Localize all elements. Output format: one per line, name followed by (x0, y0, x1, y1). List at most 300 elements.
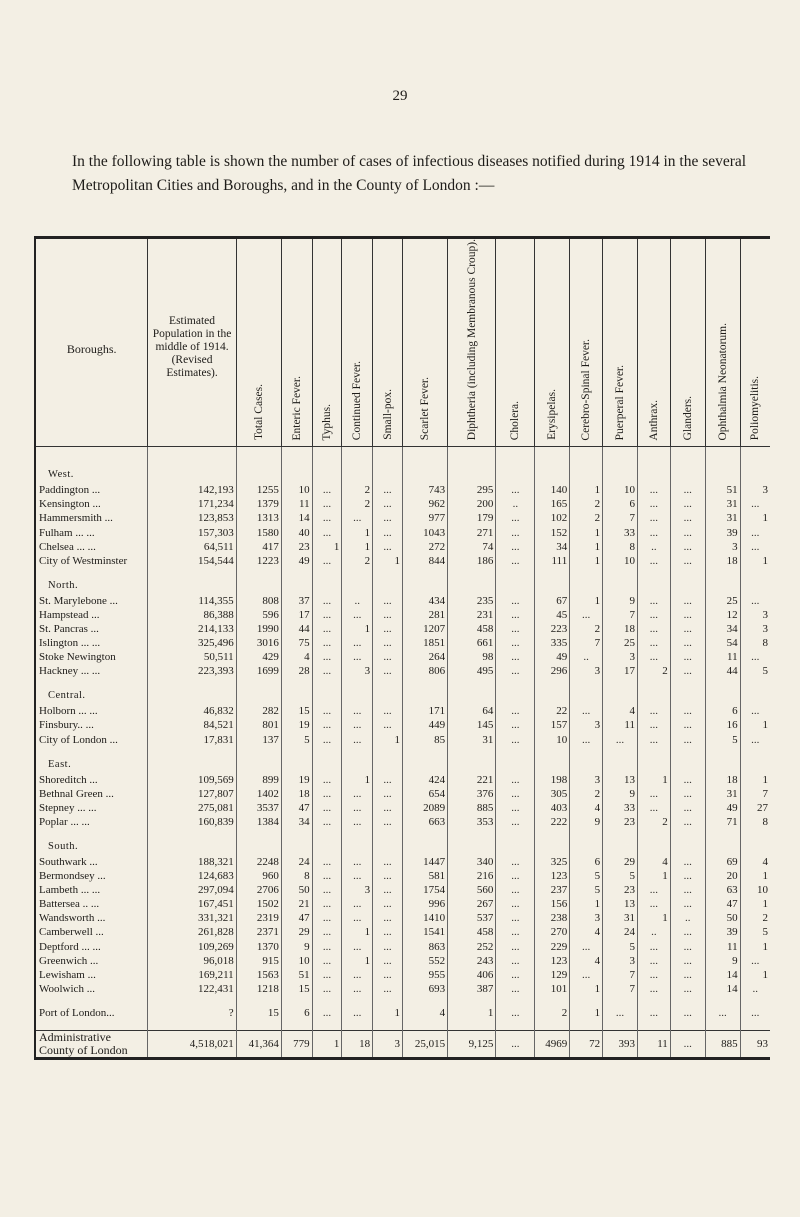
cell-value: 7 (603, 608, 638, 622)
cell-value: ... (312, 940, 342, 954)
cell-value: ... (342, 815, 373, 829)
cell-value: 844 (402, 554, 447, 568)
table-body (35, 447, 770, 1060)
cell-value: 4 (570, 954, 603, 968)
borough-name: Finsbury.. ... (35, 718, 148, 732)
cell-value: 1384 (236, 815, 281, 829)
cell-value: ... (312, 954, 342, 968)
column-header: Scarlet Fever. (402, 238, 447, 447)
cell-value: 743 (402, 483, 447, 497)
cell-value (312, 578, 342, 594)
cell-value: ... (670, 608, 705, 622)
cell-value (448, 747, 496, 757)
cell-value (312, 839, 342, 855)
cell-value: 1 (740, 940, 770, 954)
cell-value (740, 829, 770, 839)
cell-value (496, 757, 535, 773)
cell-value (496, 467, 535, 483)
borough-name: Bethnal Green ... (35, 787, 148, 801)
cell-value: ... (670, 526, 705, 540)
table-row (35, 855, 770, 869)
cell-value: 406 (448, 968, 496, 982)
page-number: 29 (392, 88, 408, 104)
cell-value: 7 (740, 787, 770, 801)
cell-value: ... (705, 1006, 740, 1020)
cell-value: ... (670, 954, 705, 968)
cell-value (148, 568, 236, 578)
cell-value: ... (312, 483, 342, 497)
cell-value (373, 747, 403, 757)
cell-value: ... (312, 1006, 342, 1020)
cell-value: 417 (236, 540, 281, 554)
table-row (35, 869, 770, 883)
cell-value: ... (373, 911, 403, 925)
cell-value: 8 (603, 540, 638, 554)
cell-value: 1 (570, 1006, 603, 1020)
cell-value: ... (496, 855, 535, 869)
cell-value: 4 (570, 801, 603, 815)
cell-value (705, 467, 740, 483)
cell-value: 31 (603, 911, 638, 925)
borough-name: Poplar ... ... (35, 815, 148, 829)
cell-value: ... (670, 869, 705, 883)
cell-value: 3 (342, 883, 373, 897)
cell-value (705, 1020, 740, 1031)
table-row (35, 925, 770, 939)
cell-value: 9 (570, 815, 603, 829)
column-header: Total Cases. (236, 238, 281, 447)
cell-value: 16 (705, 718, 740, 732)
cell-value: 223 (535, 622, 570, 636)
cell-value (281, 568, 312, 578)
cell-value: ... (670, 968, 705, 982)
cell-value: ... (496, 650, 535, 664)
cell-value (496, 568, 535, 578)
cell-value: 1223 (236, 554, 281, 568)
cell-value: 157 (535, 718, 570, 732)
cell-value: 12 (705, 608, 740, 622)
cell-value: ... (670, 622, 705, 636)
cell-value (402, 839, 447, 855)
cell-value: 46,832 (148, 704, 236, 718)
cell-value: ... (312, 497, 342, 511)
cell-value: ... (670, 815, 705, 829)
cell-value (281, 467, 312, 483)
cell-value: ... (637, 968, 670, 982)
cell-value: 537 (448, 911, 496, 925)
cell-value (148, 757, 236, 773)
cell-value (148, 467, 236, 483)
cell-value: 1 (570, 897, 603, 911)
cell-value: ... (496, 1031, 535, 1059)
cell-value: 24 (603, 925, 638, 939)
cell-value (670, 829, 705, 839)
cell-value: 5 (570, 869, 603, 883)
cell-value: 458 (448, 925, 496, 939)
cell-value: 1 (570, 540, 603, 554)
table-row (35, 540, 770, 554)
cell-value: 2 (535, 1006, 570, 1020)
cell-value (312, 457, 342, 467)
table-row (35, 787, 770, 801)
cell-value: 1 (740, 718, 770, 732)
cell-value: ... (637, 636, 670, 650)
cell-value: ... (342, 636, 373, 650)
cell-value (637, 447, 670, 458)
cell-value: ... (496, 1006, 535, 1020)
cell-value: 13 (603, 773, 638, 787)
cell-value: 1 (342, 954, 373, 968)
cell-value: ... (496, 773, 535, 787)
cell-value: ... (496, 954, 535, 968)
cell-value: 72 (570, 1031, 603, 1059)
cell-value (535, 457, 570, 467)
cell-value (402, 829, 447, 839)
cell-value: 31 (705, 511, 740, 525)
cell-value: 271 (448, 526, 496, 540)
cell-value (637, 688, 670, 704)
table-row (35, 897, 770, 911)
cell-value: 8 (281, 869, 312, 883)
cell-value (705, 688, 740, 704)
cell-value: 200 (448, 497, 496, 511)
cell-value (312, 747, 342, 757)
cell-value: 10 (281, 954, 312, 968)
cell-value: 188,321 (148, 855, 236, 869)
spacer-row (35, 678, 770, 688)
cell-value (402, 1020, 447, 1031)
borough-name: St. Pancras ... (35, 622, 148, 636)
cell-value: 1 (740, 511, 770, 525)
cell-value (496, 1059, 535, 1061)
spacer-row (35, 457, 770, 467)
cell-value (281, 457, 312, 467)
section-heading (35, 578, 770, 594)
cell-value: 1 (740, 897, 770, 911)
cell-value: ... (496, 636, 535, 650)
cell-value: 114,355 (148, 594, 236, 608)
cell-value (448, 467, 496, 483)
cell-value: 1 (373, 733, 403, 747)
cell-value: ... (496, 718, 535, 732)
cell-value (281, 747, 312, 757)
cell-value: ... (670, 497, 705, 511)
cell-value: 885 (705, 1031, 740, 1059)
cell-value (570, 1020, 603, 1031)
cell-value: 33 (603, 801, 638, 815)
cell-value: 160,839 (148, 815, 236, 829)
cell-value: 808 (236, 594, 281, 608)
cell-value (496, 1020, 535, 1031)
borough-name: Port of London... (35, 1006, 148, 1020)
cell-value (740, 678, 770, 688)
cell-value: ... (570, 940, 603, 954)
cell-value: 977 (402, 511, 447, 525)
cell-value: ... (373, 540, 403, 554)
cell-value: 40 (281, 526, 312, 540)
cell-value (373, 447, 403, 458)
cell-value: 96,018 (148, 954, 236, 968)
cell-value: 243 (448, 954, 496, 968)
cell-value: ... (637, 511, 670, 525)
cell-value: ... (373, 526, 403, 540)
cell-value: 20 (705, 869, 740, 883)
cell-value: ... (312, 594, 342, 608)
cell-value: 9 (281, 940, 312, 954)
cell-value: 282 (236, 704, 281, 718)
cell-value (535, 829, 570, 839)
spacer-row (35, 568, 770, 578)
cell-value (637, 1059, 670, 1061)
cell-value: 340 (448, 855, 496, 869)
cell-value (740, 688, 770, 704)
cell-value: 51 (705, 483, 740, 497)
section-heading (35, 839, 770, 855)
cell-value: ... (373, 704, 403, 718)
cell-value (402, 757, 447, 773)
cell-value: 25 (603, 636, 638, 650)
cell-value: ... (373, 897, 403, 911)
cell-value: ... (496, 540, 535, 554)
cell-value (448, 1059, 496, 1061)
cell-value: 157,303 (148, 526, 236, 540)
cell-value: 449 (402, 718, 447, 732)
cell-value: 11 (603, 718, 638, 732)
cell-value: ... (637, 954, 670, 968)
cell-value: 1447 (402, 855, 447, 869)
closing-rule (35, 1059, 770, 1061)
cell-value: ... (570, 968, 603, 982)
cell-value: 6 (570, 855, 603, 869)
cell-value: 186 (448, 554, 496, 568)
cell-value: ... (312, 511, 342, 525)
cell-value: ... (373, 483, 403, 497)
borough-name: St. Marylebone ... (35, 594, 148, 608)
cell-value: 37 (281, 594, 312, 608)
borough-name: Holborn ... ... (35, 704, 148, 718)
cell-value: 49 (705, 801, 740, 815)
cell-value: 167,451 (148, 897, 236, 911)
cell-value: 3 (570, 664, 603, 678)
cell-value: ... (373, 925, 403, 939)
cell-value: 6 (281, 1006, 312, 1020)
cell-value (373, 1020, 403, 1031)
cell-value: ... (570, 704, 603, 718)
cell-value: 458 (448, 622, 496, 636)
cell-value: 27 (740, 801, 770, 815)
cell-value: 18 (705, 554, 740, 568)
cell-value: 5 (281, 733, 312, 747)
cell-value: ... (603, 733, 638, 747)
cell-value (402, 578, 447, 594)
cell-value: 1 (740, 968, 770, 982)
cell-value: 296 (535, 664, 570, 678)
cell-value: ... (496, 594, 535, 608)
cell-value (281, 678, 312, 688)
cell-value (496, 688, 535, 704)
cell-value: ... (637, 897, 670, 911)
cell-value: 142,193 (148, 483, 236, 497)
cell-value: ... (740, 650, 770, 664)
cell-value: 49 (281, 554, 312, 568)
cell-value: 325 (535, 855, 570, 869)
cell-value: 63 (705, 883, 740, 897)
cell-value: 2 (342, 554, 373, 568)
cell-value (312, 1020, 342, 1031)
cell-value: ... (496, 787, 535, 801)
cell-value: 2 (570, 622, 603, 636)
cell-value: 2248 (236, 855, 281, 869)
cell-value: ... (342, 511, 373, 525)
cell-value: ... (373, 883, 403, 897)
cell-value: 2 (740, 911, 770, 925)
cell-value: 237 (535, 883, 570, 897)
cell-value: 1 (740, 773, 770, 787)
cell-value (603, 578, 638, 594)
cell-value: .. (740, 982, 770, 996)
cell-value: 222 (535, 815, 570, 829)
cell-value (148, 747, 236, 757)
cell-value: ... (740, 540, 770, 554)
cell-value (637, 678, 670, 688)
cell-value: ... (496, 815, 535, 829)
cell-value: 1851 (402, 636, 447, 650)
cell-value: 1 (740, 554, 770, 568)
cell-value: 7 (603, 968, 638, 982)
cell-value: 1 (570, 526, 603, 540)
cell-value (603, 829, 638, 839)
borough-name: Chelsea ... ... (35, 540, 148, 554)
cell-value: 47 (281, 801, 312, 815)
cell-value: ... (373, 718, 403, 732)
cell-value: ... (342, 704, 373, 718)
cell-value: 3537 (236, 801, 281, 815)
cell-value (236, 457, 281, 467)
cell-value: ... (740, 526, 770, 540)
cell-value: 11 (705, 940, 740, 954)
cell-value: 9 (705, 954, 740, 968)
cell-value (448, 996, 496, 1006)
cell-value: ... (670, 773, 705, 787)
cell-value (740, 747, 770, 757)
cell-value (535, 678, 570, 688)
cell-value: ... (342, 608, 373, 622)
column-header: Ophthalmia Neonatorum. (705, 238, 740, 447)
cell-value: 305 (535, 787, 570, 801)
cell-value (603, 688, 638, 704)
cell-value: 18 (281, 787, 312, 801)
cell-value: ... (637, 650, 670, 664)
cell-value: 123 (535, 954, 570, 968)
cell-value: 1580 (236, 526, 281, 540)
cell-value: ... (312, 526, 342, 540)
cell-value: ... (670, 554, 705, 568)
cell-value: 1370 (236, 940, 281, 954)
cell-value: 1754 (402, 883, 447, 897)
cell-value: 17,831 (148, 733, 236, 747)
cell-value: 1379 (236, 497, 281, 511)
cell-value (535, 747, 570, 757)
cell-value (740, 568, 770, 578)
cell-value: 5 (740, 664, 770, 678)
cell-value: 54 (705, 636, 740, 650)
table-row (35, 704, 770, 718)
borough-name: North. (35, 578, 148, 594)
cell-value (148, 578, 236, 594)
cell-value (637, 996, 670, 1006)
cell-value: 1218 (236, 982, 281, 996)
cell-value: ... (670, 664, 705, 678)
cell-value: ... (312, 733, 342, 747)
cell-value (705, 457, 740, 467)
column-header: Enteric Fever. (281, 238, 312, 447)
cell-value: 15 (281, 704, 312, 718)
cell-value (603, 457, 638, 467)
cell-value: 424 (402, 773, 447, 787)
cell-value: 11 (281, 497, 312, 511)
cell-value: ... (496, 801, 535, 815)
cell-value: ... (373, 801, 403, 815)
cell-value: ... (603, 1006, 638, 1020)
table-row (35, 650, 770, 664)
cell-value: ... (373, 940, 403, 954)
cell-value: ... (670, 925, 705, 939)
cell-value: ... (312, 815, 342, 829)
cell-value (342, 457, 373, 467)
cell-value: 3 (740, 608, 770, 622)
cell-value: 393 (603, 1031, 638, 1059)
cell-value: ... (373, 773, 403, 787)
cell-value: 214,133 (148, 622, 236, 636)
borough-name: Fulham ... ... (35, 526, 148, 540)
cell-value: 4 (570, 925, 603, 939)
cell-value: 1 (637, 869, 670, 883)
cell-value: ... (312, 869, 342, 883)
cell-value: ... (496, 883, 535, 897)
cell-value (342, 747, 373, 757)
cell-value: 3 (570, 773, 603, 787)
cell-value: 5 (603, 940, 638, 954)
cell-value: ... (670, 733, 705, 747)
cell-value (603, 839, 638, 855)
cell-value: ... (312, 608, 342, 622)
cell-value: 34 (535, 540, 570, 554)
cell-value: 2 (570, 787, 603, 801)
cell-value (705, 747, 740, 757)
cell-value: 3 (603, 650, 638, 664)
cell-value (670, 457, 705, 467)
cell-value: ... (670, 883, 705, 897)
cell-value (448, 568, 496, 578)
cell-value (342, 1059, 373, 1061)
cell-value: 86,388 (148, 608, 236, 622)
cell-value: 4 (402, 1006, 447, 1020)
cell-value: 915 (236, 954, 281, 968)
cell-value: ... (373, 594, 403, 608)
cell-value (740, 447, 770, 458)
cell-value (281, 839, 312, 855)
cell-value (402, 678, 447, 688)
cell-value (342, 1020, 373, 1031)
cell-value (236, 747, 281, 757)
cell-value: 28 (281, 664, 312, 678)
cell-value: 24 (281, 855, 312, 869)
cell-value: 4 (740, 855, 770, 869)
cell-value: ... (312, 650, 342, 664)
cell-value: 899 (236, 773, 281, 787)
cell-value (496, 447, 535, 458)
cell-value (570, 757, 603, 773)
